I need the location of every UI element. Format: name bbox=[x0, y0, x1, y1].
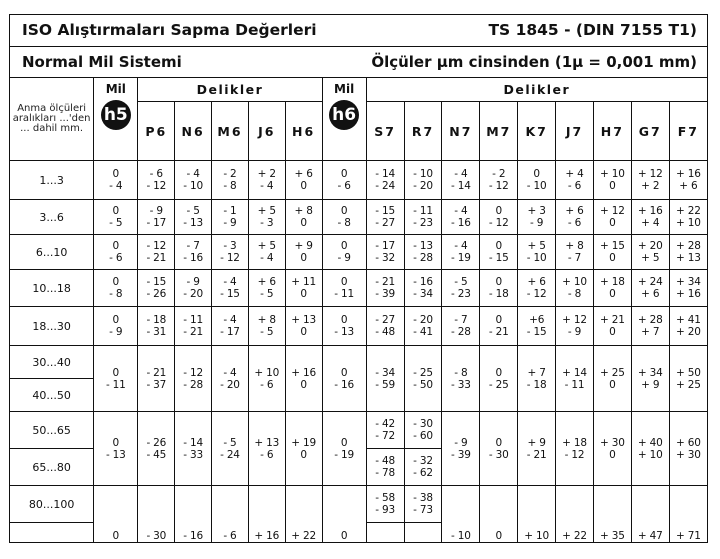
k7-cell: + 9 - 21 bbox=[518, 412, 556, 486]
col-head-f7: F7 bbox=[669, 102, 707, 161]
g7-cell: + 24 + 6 bbox=[631, 270, 669, 307]
j7-cell: + 6 - 6 bbox=[556, 200, 594, 235]
f7-cell: + 28 + 13 bbox=[669, 235, 707, 270]
title-bar bbox=[10, 15, 708, 47]
k7-cell: + 3 - 9 bbox=[518, 200, 556, 235]
h5-cell: 0 - 8 bbox=[94, 270, 138, 307]
col-head-s7: S7 bbox=[366, 102, 404, 161]
holes-header-left: Delikler bbox=[138, 78, 322, 102]
col-head-n6: N6 bbox=[175, 102, 212, 161]
s7-cell: - 34 - 59 bbox=[366, 346, 404, 412]
r7-cell bbox=[404, 523, 442, 543]
n7-cell: - 8 - 33 bbox=[442, 346, 480, 412]
g7-cell: + 47 bbox=[631, 486, 669, 543]
h6-cell: 0 bbox=[322, 486, 366, 543]
n6-cell: - 12 - 28 bbox=[175, 346, 212, 412]
table-row bbox=[10, 307, 708, 346]
m7-cell: 0 - 15 bbox=[480, 235, 518, 270]
m6-cell: - 2 - 8 bbox=[212, 161, 249, 200]
h6-hole-cell: + 6 0 bbox=[285, 161, 322, 200]
n6-cell: - 5 - 13 bbox=[175, 200, 212, 235]
h6-cell: 0 - 13 bbox=[322, 307, 366, 346]
s7-cell: - 42 - 72 bbox=[366, 412, 404, 449]
k7-cell: 0 - 10 bbox=[518, 161, 556, 200]
system-name: Normal Mil Sistemi bbox=[22, 53, 182, 71]
h7-cell: + 10 0 bbox=[593, 161, 631, 200]
mil-label: Mil bbox=[105, 82, 126, 96]
m6-cell: - 5 - 24 bbox=[212, 412, 249, 486]
n6-cell: - 9 - 20 bbox=[175, 270, 212, 307]
table-row bbox=[10, 235, 708, 270]
m7-cell: 0 - 25 bbox=[480, 346, 518, 412]
h5-cell: 0 - 5 bbox=[94, 200, 138, 235]
k7-cell: + 10 bbox=[518, 486, 556, 543]
p6-cell: - 18 - 31 bbox=[138, 307, 175, 346]
r7-cell: - 30 - 60 bbox=[404, 412, 442, 449]
col-head-g7: G7 bbox=[631, 102, 669, 161]
n6-cell: - 4 - 10 bbox=[175, 161, 212, 200]
s7-cell bbox=[366, 523, 404, 543]
n6-cell: - 7 - 16 bbox=[175, 235, 212, 270]
j6-cell: + 5 - 3 bbox=[248, 200, 285, 235]
f7-cell: + 41 + 20 bbox=[669, 307, 707, 346]
g7-cell: + 40 + 10 bbox=[631, 412, 669, 486]
iso-tolerance-table bbox=[9, 14, 708, 543]
m6-cell: - 6 bbox=[212, 486, 249, 543]
range-cell: 3...6 bbox=[10, 200, 94, 235]
j6-cell: + 16 bbox=[248, 486, 285, 543]
range-cell: 1...3 bbox=[10, 161, 94, 200]
m6-cell: - 4 - 15 bbox=[212, 270, 249, 307]
n7-cell: - 9 - 39 bbox=[442, 412, 480, 486]
f7-cell: + 71 bbox=[669, 486, 707, 543]
r7-cell: - 32 - 62 bbox=[404, 449, 442, 486]
h6-hole-cell: + 8 0 bbox=[285, 200, 322, 235]
h6-cell: 0 - 16 bbox=[322, 346, 366, 412]
n7-cell: - 7 - 28 bbox=[442, 307, 480, 346]
j7-cell: + 8 - 7 bbox=[556, 235, 594, 270]
s7-cell: - 58 - 93 bbox=[366, 486, 404, 523]
j7-cell: + 22 bbox=[556, 486, 594, 543]
p6-cell: - 12 - 21 bbox=[138, 235, 175, 270]
h6-hole-cell: + 19 0 bbox=[285, 412, 322, 486]
n6-cell: - 14 - 33 bbox=[175, 412, 212, 486]
n6-cell: - 16 bbox=[175, 486, 212, 543]
standard-reference: TS 1845 - (DIN 7155 T1) bbox=[488, 21, 697, 39]
n7-cell: - 10 bbox=[442, 486, 480, 543]
h6-cell: 0 - 6 bbox=[322, 161, 366, 200]
range-cell bbox=[10, 523, 94, 543]
col-head-n7: N7 bbox=[442, 102, 480, 161]
p6-cell: - 6 - 12 bbox=[138, 161, 175, 200]
col-head-k7: K7 bbox=[518, 102, 556, 161]
h5-cell: 0 bbox=[94, 486, 138, 543]
g7-cell: + 28 + 7 bbox=[631, 307, 669, 346]
h7-cell: + 30 0 bbox=[593, 412, 631, 486]
s7-cell: - 48 - 78 bbox=[366, 449, 404, 486]
r7-cell: - 13 - 28 bbox=[404, 235, 442, 270]
f7-cell: + 60 + 30 bbox=[669, 412, 707, 486]
h6-hole-cell: + 9 0 bbox=[285, 235, 322, 270]
j6-cell: + 5 - 4 bbox=[248, 235, 285, 270]
f7-cell: + 22 + 10 bbox=[669, 200, 707, 235]
page-title: ISO Alıştırmaları Sapma Değerleri bbox=[22, 21, 317, 39]
j6-cell: + 13 - 6 bbox=[248, 412, 285, 486]
m6-cell: - 1 - 9 bbox=[212, 200, 249, 235]
range-cell: 65...80 bbox=[10, 449, 94, 486]
h7-cell: + 12 0 bbox=[593, 200, 631, 235]
col-head-j6: J6 bbox=[248, 102, 285, 161]
holes-header-right: Delikler bbox=[366, 78, 707, 102]
p6-cell: - 26 - 45 bbox=[138, 412, 175, 486]
nominal-size-header: Anma ölçüleri aralıkları ...'den ... dahil mm. bbox=[10, 78, 94, 161]
h5-cell: 0 - 4 bbox=[94, 161, 138, 200]
col-head-m7: M7 bbox=[480, 102, 518, 161]
p6-cell: - 15 - 26 bbox=[138, 270, 175, 307]
n6-cell: - 11 - 21 bbox=[175, 307, 212, 346]
h5-cell: 0 - 13 bbox=[94, 412, 138, 486]
subtitle-bar bbox=[10, 47, 708, 78]
units-note: Ölçüler µm cinsinden (1µ = 0,001 mm) bbox=[371, 53, 697, 71]
g7-cell: + 12 + 2 bbox=[631, 161, 669, 200]
j6-cell: + 10 - 6 bbox=[248, 346, 285, 412]
h7-cell: + 25 0 bbox=[593, 346, 631, 412]
n7-cell: - 5 - 23 bbox=[442, 270, 480, 307]
k7-cell: + 7 - 18 bbox=[518, 346, 556, 412]
h7-cell: + 15 0 bbox=[593, 235, 631, 270]
h6-hole-cell: + 22 bbox=[285, 486, 322, 543]
n7-cell: - 4 - 16 bbox=[442, 200, 480, 235]
mil-label: Mil bbox=[334, 82, 355, 96]
h6-hole-cell: + 11 0 bbox=[285, 270, 322, 307]
j7-cell: + 14 - 11 bbox=[556, 346, 594, 412]
j7-cell: + 10 - 8 bbox=[556, 270, 594, 307]
h5-badge: h5 bbox=[101, 100, 131, 130]
r7-cell: - 16 - 34 bbox=[404, 270, 442, 307]
col-head-p6: P6 bbox=[138, 102, 175, 161]
range-cell: 6...10 bbox=[10, 235, 94, 270]
n7-cell: - 4 - 19 bbox=[442, 235, 480, 270]
p6-cell: - 9 - 17 bbox=[138, 200, 175, 235]
col-head-h6: H6 bbox=[285, 102, 322, 161]
iso-deviation-sheet bbox=[9, 14, 709, 559]
s7-cell: - 17 - 32 bbox=[366, 235, 404, 270]
r7-cell: - 38 - 73 bbox=[404, 486, 442, 523]
table-row bbox=[10, 200, 708, 235]
m7-cell: 0 - 30 bbox=[480, 412, 518, 486]
j7-cell: + 4 - 6 bbox=[556, 161, 594, 200]
table-row bbox=[10, 346, 708, 379]
m6-cell: - 3 - 12 bbox=[212, 235, 249, 270]
range-cell: 40...50 bbox=[10, 379, 94, 412]
range-cell: 50...65 bbox=[10, 412, 94, 449]
range-cell: 10...18 bbox=[10, 270, 94, 307]
h5-cell: 0 - 11 bbox=[94, 346, 138, 412]
m7-cell: 0 - 12 bbox=[480, 200, 518, 235]
r7-cell: - 25 - 50 bbox=[404, 346, 442, 412]
p6-cell: - 30 bbox=[138, 486, 175, 543]
col-head-r7: R7 bbox=[404, 102, 442, 161]
h5-cell: 0 - 9 bbox=[94, 307, 138, 346]
h6-cell: 0 - 8 bbox=[322, 200, 366, 235]
h7-cell: + 18 0 bbox=[593, 270, 631, 307]
range-cell: 30...40 bbox=[10, 346, 94, 379]
h6-cell: 0 - 19 bbox=[322, 412, 366, 486]
j6-cell: + 2 - 4 bbox=[248, 161, 285, 200]
f7-cell: + 16 + 6 bbox=[669, 161, 707, 200]
m6-cell: - 4 - 20 bbox=[212, 346, 249, 412]
h6-hole-cell: + 13 0 bbox=[285, 307, 322, 346]
h7-cell: + 21 0 bbox=[593, 307, 631, 346]
m6-cell: - 4 - 17 bbox=[212, 307, 249, 346]
m7-cell: 0 - 21 bbox=[480, 307, 518, 346]
h7-cell: + 35 bbox=[593, 486, 631, 543]
k7-cell: + 6 - 12 bbox=[518, 270, 556, 307]
h6-cell: 0 - 11 bbox=[322, 270, 366, 307]
r7-cell: - 20 - 41 bbox=[404, 307, 442, 346]
j6-cell: + 8 - 5 bbox=[248, 307, 285, 346]
m7-cell: 0 bbox=[480, 486, 518, 543]
f7-cell: + 34 + 16 bbox=[669, 270, 707, 307]
s7-cell: - 14 - 24 bbox=[366, 161, 404, 200]
h6-cell: 0 - 9 bbox=[322, 235, 366, 270]
g7-cell: + 34 + 9 bbox=[631, 346, 669, 412]
table-row bbox=[10, 161, 708, 200]
k7-cell: + 5 - 10 bbox=[518, 235, 556, 270]
shaft-header-h5 bbox=[94, 78, 138, 161]
n7-cell: - 4 - 14 bbox=[442, 161, 480, 200]
j7-cell: + 12 - 9 bbox=[556, 307, 594, 346]
k7-cell: +6 - 15 bbox=[518, 307, 556, 346]
r7-cell: - 10 - 20 bbox=[404, 161, 442, 200]
table-row bbox=[10, 412, 708, 449]
s7-cell: - 15 - 27 bbox=[366, 200, 404, 235]
r7-cell: - 11 - 23 bbox=[404, 200, 442, 235]
range-cell: 18...30 bbox=[10, 307, 94, 346]
table-row bbox=[10, 486, 708, 523]
m7-cell: 0 - 18 bbox=[480, 270, 518, 307]
g7-cell: + 20 + 5 bbox=[631, 235, 669, 270]
col-head-m6: M6 bbox=[212, 102, 249, 161]
h6-badge: h6 bbox=[329, 100, 359, 130]
h6-hole-cell: + 16 0 bbox=[285, 346, 322, 412]
g7-cell: + 16 + 4 bbox=[631, 200, 669, 235]
f7-cell: + 50 + 25 bbox=[669, 346, 707, 412]
j6-cell: + 6 - 5 bbox=[248, 270, 285, 307]
s7-cell: - 21 - 39 bbox=[366, 270, 404, 307]
s7-cell: - 27 - 48 bbox=[366, 307, 404, 346]
col-head-j7: J7 bbox=[556, 102, 594, 161]
col-head-h7: H7 bbox=[593, 102, 631, 161]
p6-cell: - 21 - 37 bbox=[138, 346, 175, 412]
range-cell: 80...100 bbox=[10, 486, 94, 523]
shaft-header-h6 bbox=[322, 78, 366, 161]
table-row bbox=[10, 270, 708, 307]
m7-cell: - 2 - 12 bbox=[480, 161, 518, 200]
j7-cell: + 18 - 12 bbox=[556, 412, 594, 486]
h5-cell: 0 - 6 bbox=[94, 235, 138, 270]
